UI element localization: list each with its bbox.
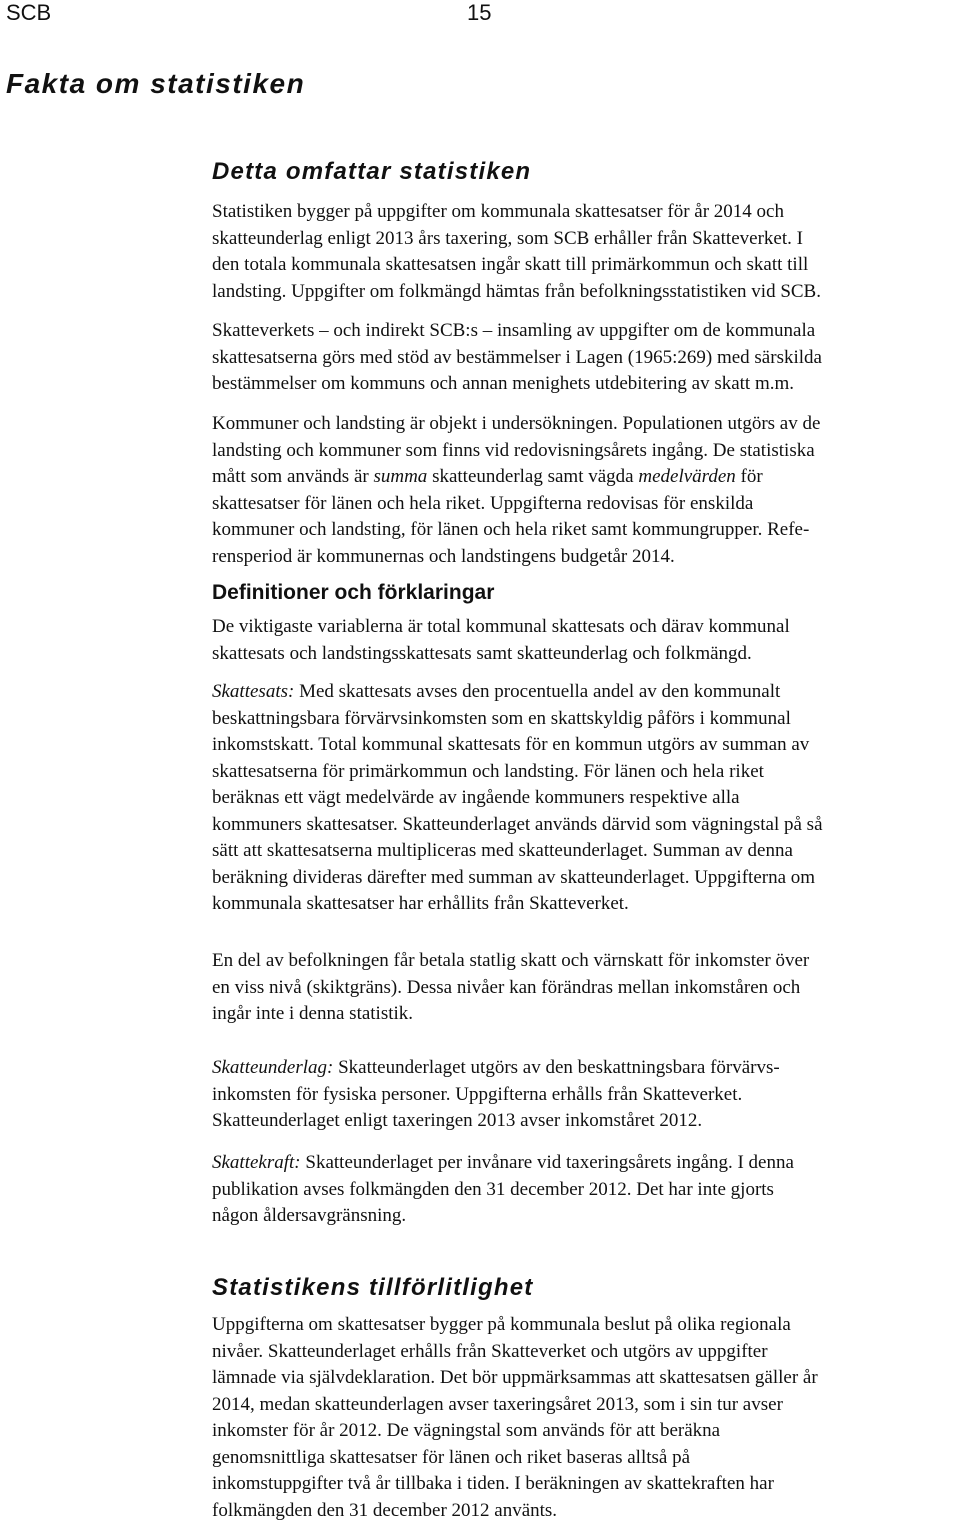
text-line [212, 1150, 960, 1177]
text-line: inkomster för år 2012. De vägningstal som används för att beräkna [212, 1420, 721, 1441]
text-line: beräkning divideras därefter med summan av skatteunderlaget. Uppgifterna om [212, 866, 816, 888]
text-line: landsting och kommuner som finns vid redovisningsårets ingång. De statistiska [212, 439, 815, 461]
text-line: publikation avses folkmängden den 31 december 2012. Det har inte gjorts [212, 1178, 774, 1200]
header-org: SCB [6, 0, 52, 25]
text-line [212, 679, 960, 706]
paragraph-reliability [212, 1312, 960, 1524]
text-line: Kommuner och landsting är objekt i undersökningen. Populationen utgörs av de [212, 413, 821, 434]
text-line: De viktigaste variablerna är total kommunal skattesats och därav kommunal [212, 616, 790, 637]
text-line: Statistiken bygger på uppgifter om kommunala skattesatser för år 2014 och [212, 201, 784, 222]
text-line: skattesatser för länen och hela riket. Uppgifterna redovisas för enskilda [212, 492, 754, 514]
text-line [212, 464, 960, 491]
text-line: Uppgifterna om skattesatser bygger på kommunala beslut på olika regionala [212, 1314, 791, 1335]
text-line: landsting. Uppgifter om folkmängd hämtas från befolkningsstatistiken vid SCB. [212, 280, 821, 302]
text-line: bestämmelser om kommuns och annan menighets utdebitering av skatt m.m. [212, 373, 795, 394]
text-line: genomsnittliga skattesatser för länen och riket baseras alltså på [212, 1446, 691, 1468]
text-run: mått som används är [212, 466, 374, 487]
text-line: Skatteunderlaget enligt taxeringen 2013 avser inkomståret 2012. [212, 1110, 703, 1131]
paragraph-statlig-skatt [212, 948, 960, 1028]
text-line: En del av befolkningen får betala statlig skatt och värnskatt för inkomster över [212, 950, 810, 971]
text-line: 2014, medan skatteunderlagen avser taxeringsåret 2013, som i sin tur avser [212, 1393, 783, 1415]
text-line: folkmängden den 31 december 2012 använts. [212, 1499, 558, 1521]
text-line: någon åldersavgränsning. [212, 1205, 407, 1226]
text-line: kommuner och landsting, för länen och hela riket samt kommungrupper. Refe- [212, 519, 810, 540]
text-line: kommuners skattesatser. Skatteunderlaget används därvid som vägningstal på så [212, 813, 823, 835]
text-line: kommunala skattesatser har erhållits från Skatteverket. [212, 893, 629, 914]
page-title: Fakta om statistiken [6, 68, 306, 99]
text-line: beräknas ett vägt medelvärde av ingående kommuners respektive alla [212, 787, 740, 808]
italic-term: summa [373, 466, 428, 487]
text-line: nivåer. Skatteunderlaget erhålls från Skatteverket och utgörs av uppgifter [212, 1340, 768, 1362]
text-line: ingår inte i denna statistik. [212, 1003, 414, 1024]
section-heading-definitions: Definitioner och förklaringar [212, 581, 495, 604]
text-line: skattesats och landstingsskattesats samt skatteunderlag och folkmängd. [212, 642, 752, 664]
page-number: 15 [467, 0, 492, 25]
text-run: skatteunderlag samt vägda [427, 466, 639, 487]
text-line [212, 1055, 960, 1082]
text-line: inkomsten för fysiska personer. Uppgifterna erhålls från Skatteverket. [212, 1083, 743, 1105]
text-line: inkomstskatt. Total kommunal skattesats för en kommun utgörs av summan av [212, 734, 810, 755]
paragraph-variables [212, 614, 960, 667]
text-line: inkomstuppgifter två år tillbaka i tiden. I beräkningen av skattekraften har [212, 1473, 774, 1494]
text-line: skatteunderlag enligt 2013 års taxering, som SCB erhåller från Skatteverket. I [212, 227, 803, 249]
text-run: Skatteunderlaget per invånare vid taxeringsårets ingång. I denna [300, 1152, 794, 1173]
definition-term: Skatteunderlag: [212, 1057, 334, 1078]
text-run: Med skattesats avses den procentuella andel av den kommunalt [294, 681, 781, 702]
text-line: den totala kommunala skattesatsen ingår skatt till primärkommun och skatt till [212, 254, 809, 275]
italic-term: medelvärden [638, 466, 736, 487]
definition-term: Skattesats: [212, 681, 295, 702]
text-line: lämnade via självdeklaration. Det bör uppmärksammas att skattesatsen gäller år [212, 1367, 818, 1388]
definition-skattesats [212, 679, 960, 918]
paragraph-population [212, 411, 960, 570]
text-line: Skatteverkets – och indirekt SCB:s – insamling av uppgifter om de kommunala [212, 320, 816, 341]
text-line: skattesatserna görs med stöd av bestämmelser i Lagen (1965:269) med särskilda [212, 346, 822, 368]
paragraph-collection [212, 318, 960, 398]
text-run: Skatteunderlaget utgörs av den beskattningsbara förvärvs- [333, 1057, 780, 1078]
text-line: skattesatserna för primärkommun och landsting. För länen och hela riket [212, 760, 764, 782]
paragraph-scope-intro [212, 199, 960, 305]
definition-skattekraft [212, 1150, 960, 1230]
definition-term: Skattekraft: [212, 1152, 301, 1173]
text-line: sätt att skattesatserna multipliceras med skatteunderlaget. Summan av denna [212, 840, 793, 861]
section-heading-reliability: Statistikens tillförlitlighet [212, 1274, 534, 1301]
definition-skatteunderlag [212, 1055, 960, 1135]
text-line: beskattningsbara förvärvsinkomsten som en skattskyldig påförs i kommunal [212, 707, 791, 729]
section-heading-scope: Detta omfattar statistiken [212, 158, 532, 185]
text-line: rensperiod är kommunernas och landstingens budgetår 2014. [212, 545, 675, 567]
text-line: en viss nivå (skiktgräns). Dessa nivåer kan förändras mellan inkomståren och [212, 976, 801, 998]
text-run: för [735, 466, 763, 487]
